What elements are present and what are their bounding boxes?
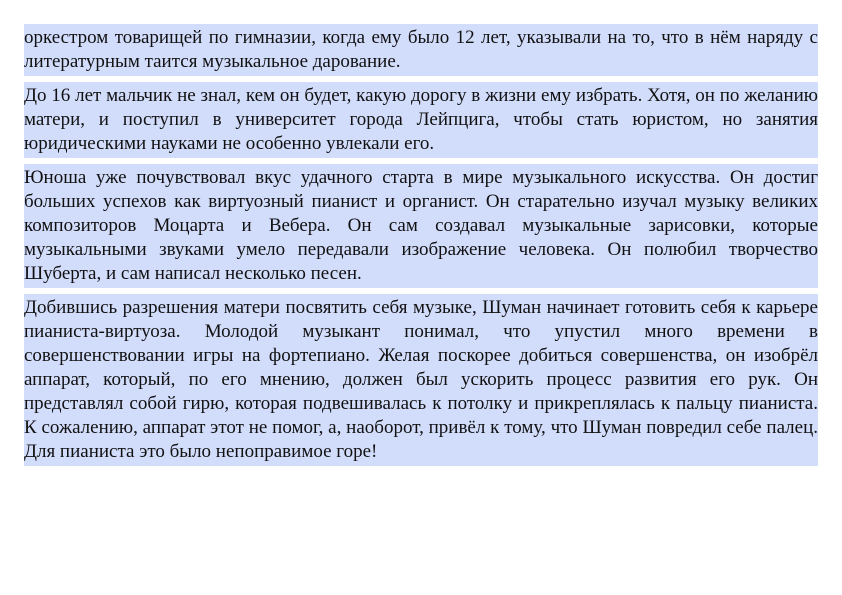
paragraph-1: оркестром товарищей по гимназии, когда ему было 12 лет, указывали на то, что в нём наряду с литературным таится музыкальное дарование.	[24, 24, 818, 76]
paragraph-3: Юноша уже почувствовал вкус удачного старта в мире музыкального искусства. Он достиг больших успехов как виртуозный пианист и органист. Он старательно изучал музыку великих композиторов Моцарта и Вебера. Он сам создавал музыкальные зарисовки, которые музыкальными звуками умело передавали изображение человека. Он полюбил творчество Шуберта, и сам написал несколько песен.	[24, 164, 818, 288]
paragraph-4: Добившись разрешения матери посвятить себя музыке, Шуман начинает готовить себя к карьере пианиста-виртуоза. Молодой музыкант понимал, что упустил много времени в совершенствовании игры на фортепиано. Желая поскорее добиться совершенства, он изобрёл аппарат, который, по его мнению, должен был ускорить процесс развития его рук. Он представлял собой гирю, которая подвешивалась к потолку и прикреплялась к пальцу пианиста. К сожалению, аппарат этот не помог, а, наоборот, привёл к тому, что Шуман повредил себе палец. Для пианиста это было непоправимое горе!	[24, 294, 818, 466]
document-body	[24, 24, 818, 466]
paragraph-2: До 16 лет мальчик не знал, кем он будет, какую дорогу в жизни ему избрать. Хотя, он по желанию матери, и поступил в университет города Лейпцига, чтобы стать юристом, но занятия юридическими науками не особенно увлекали его.	[24, 82, 818, 158]
